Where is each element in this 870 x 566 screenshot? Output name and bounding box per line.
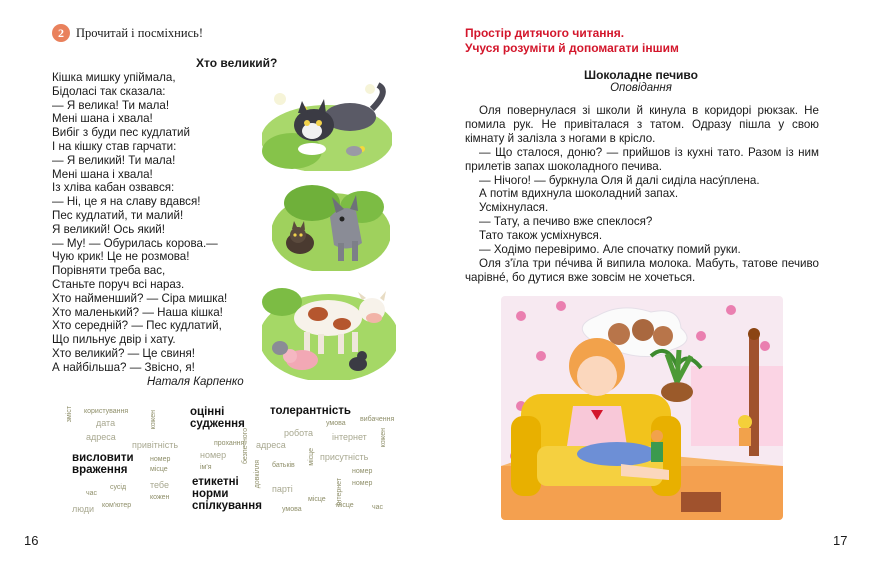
- section-heading-line1: Простір дитячого читання.: [465, 26, 625, 40]
- cloud-phrase-text: етикетні норми спілкування: [192, 476, 262, 512]
- cloud-word: безпечного: [242, 428, 249, 465]
- poem-title: Хто великий?: [196, 56, 278, 70]
- poem-line: Мені шана і хвала!: [52, 112, 153, 126]
- poem-line: Порівняти треба вас,: [52, 264, 166, 278]
- cloud-word: довкілля: [254, 460, 261, 489]
- cloud-word: тебе: [150, 480, 169, 490]
- cloud-phrase-text: висловити враження: [72, 452, 134, 476]
- cloud-word: дата: [96, 418, 116, 428]
- poem-line: Вибіг з буди пес кудлатий: [52, 126, 191, 140]
- cloud-word: вибачення: [360, 416, 395, 423]
- poem-line: — Я велика! Ти мала!: [52, 98, 170, 112]
- cloud-word: місце: [150, 466, 168, 473]
- task-title: Прочитай і посміхнись!: [76, 25, 203, 40]
- poem-line: Що пильнує двір і хату.: [52, 333, 176, 347]
- poem-line: Кішка мишку упіймала,: [52, 71, 176, 84]
- poem-line: Бідоласі так сказала:: [52, 84, 166, 98]
- cloud-word: ім'я: [200, 464, 212, 471]
- story-paragraph: Усміхнулася.: [479, 201, 549, 215]
- cloud-phrase-express-impressions: [72, 452, 142, 476]
- cloud-word: прохання: [214, 440, 245, 447]
- cloud-phrase-etiquette-norms: [192, 476, 268, 512]
- page-number-right: 17: [833, 533, 848, 548]
- poem: [52, 71, 262, 375]
- poem-line: І на кішку став гарчати:: [52, 139, 177, 153]
- section-heading: [465, 26, 679, 56]
- cloud-word: місце: [308, 496, 326, 503]
- story-title: Шоколадне печиво: [584, 68, 698, 82]
- poem-line: — Я великий! Ти мала!: [52, 153, 176, 167]
- poem-line: Хто маленький? — Наша кішка!: [52, 305, 223, 319]
- section-heading-line2: Учуся розуміти й допомагати іншим: [465, 41, 679, 55]
- cloud-phrase-tolerance: толерантність: [270, 405, 352, 417]
- cloud-word: місце: [336, 502, 354, 509]
- cow-pig-illustration: [262, 278, 396, 380]
- story-paragraph: Оля з'їла три пе́чива й випила молока. Мабуть, татове печиво чарівне́, бо дутися вже зовсім не хочеться.: [465, 256, 819, 284]
- poem-line: Я великий! Ось який!: [52, 222, 165, 236]
- dog-cat-illustration: [272, 183, 390, 271]
- cloud-word: адреса: [256, 440, 286, 450]
- poem-line: — Ні, це я на славу вдався!: [52, 195, 201, 209]
- cloud-word: інтернет: [336, 478, 343, 506]
- cloud-word: користування: [84, 408, 129, 415]
- cloud-word: зміст: [66, 406, 73, 423]
- word-cloud: [66, 402, 396, 520]
- story-paragraph: А потім вдихнула шоколадний запах.: [479, 187, 679, 201]
- cloud-word: час: [86, 490, 98, 497]
- cloud-phrase-text: оцінні судження: [190, 406, 245, 430]
- task-number-badge: 2: [52, 24, 70, 42]
- cloud-word: кожен: [150, 410, 157, 430]
- cloud-phrase-evaluative-judgments: [190, 406, 252, 430]
- poem-author: Наталя Карпенко: [147, 376, 244, 388]
- cloud-word: номер: [150, 456, 171, 463]
- cloud-word: кожен: [380, 428, 387, 448]
- cloud-word: місце: [308, 448, 315, 466]
- task-header: [52, 24, 203, 42]
- cloud-word: кожен: [150, 494, 170, 501]
- cloud-word: інтернет: [332, 432, 367, 442]
- cloud-word: парті: [272, 484, 293, 494]
- cloud-word: номер: [352, 468, 373, 475]
- poem-line: Хто великий? — Це свиня!: [52, 346, 196, 360]
- cloud-word: ком'ютер: [102, 502, 132, 509]
- story-paragraph: — Тату, а печиво вже спеклося?: [479, 215, 653, 229]
- poem-line: Станьте поруч всі нараз.: [52, 277, 185, 291]
- poem-line: Пес кудлатий, ти малий!: [52, 208, 184, 222]
- cloud-word: номер: [200, 450, 227, 460]
- poem-line: Хто найменший? — Сіра мишка!: [52, 291, 228, 305]
- cat-mouse-illustration: [262, 79, 392, 171]
- cloud-word: присутність: [320, 452, 369, 462]
- poem-line: Мені шана і хвала!: [52, 167, 153, 181]
- poem-line: Із хліва кабан озвався:: [52, 181, 175, 195]
- cloud-word: сусід: [110, 484, 127, 491]
- cloud-word: номер: [352, 480, 373, 487]
- story-text: [465, 104, 819, 285]
- poem-line: Хто середній? — Пес кудлатий,: [52, 319, 222, 333]
- cloud-word: привітність: [132, 440, 179, 450]
- cloud-word: умова: [326, 420, 346, 427]
- page-number-left: 16: [24, 533, 39, 548]
- story-paragraph: Оля повернулася зі школи й кинула в коридорі рюкзак. Не помила рук. Не привіталася з татом. Одразу пішла у свою кімнату й залізла з ногами в крісло.: [465, 104, 819, 145]
- poem-line: — Му! — Обурилась корова.—: [52, 236, 218, 250]
- cloud-word: час: [372, 504, 384, 511]
- cloud-word: батьків: [272, 462, 295, 469]
- right-page: [435, 0, 870, 566]
- cloud-word: адреса: [86, 432, 116, 442]
- story-paragraph: — Ходімо перевіримо. Але спочатку помий руки.: [479, 243, 741, 257]
- cloud-word: люди: [72, 504, 95, 514]
- cloud-word: умова: [282, 506, 302, 513]
- story-paragraph: — Нічого! — буркнула Оля й далі сиділа насу́плена.: [479, 173, 760, 187]
- story-paragraph: — Що сталося, доню? — прийшов із кухні тато. Разом із ним прилетів запах шоколадного печива.: [465, 145, 819, 173]
- girl-armchair-illustration: [501, 296, 783, 520]
- poem-line: Чую крик! Це не розмова!: [52, 250, 190, 264]
- story-paragraph: Тато також усміхнувся.: [479, 229, 603, 243]
- story-genre: Оповідання: [610, 82, 672, 94]
- cloud-word: робота: [284, 428, 313, 438]
- poem-line: А найбільша? — Звісно, я!: [52, 360, 195, 374]
